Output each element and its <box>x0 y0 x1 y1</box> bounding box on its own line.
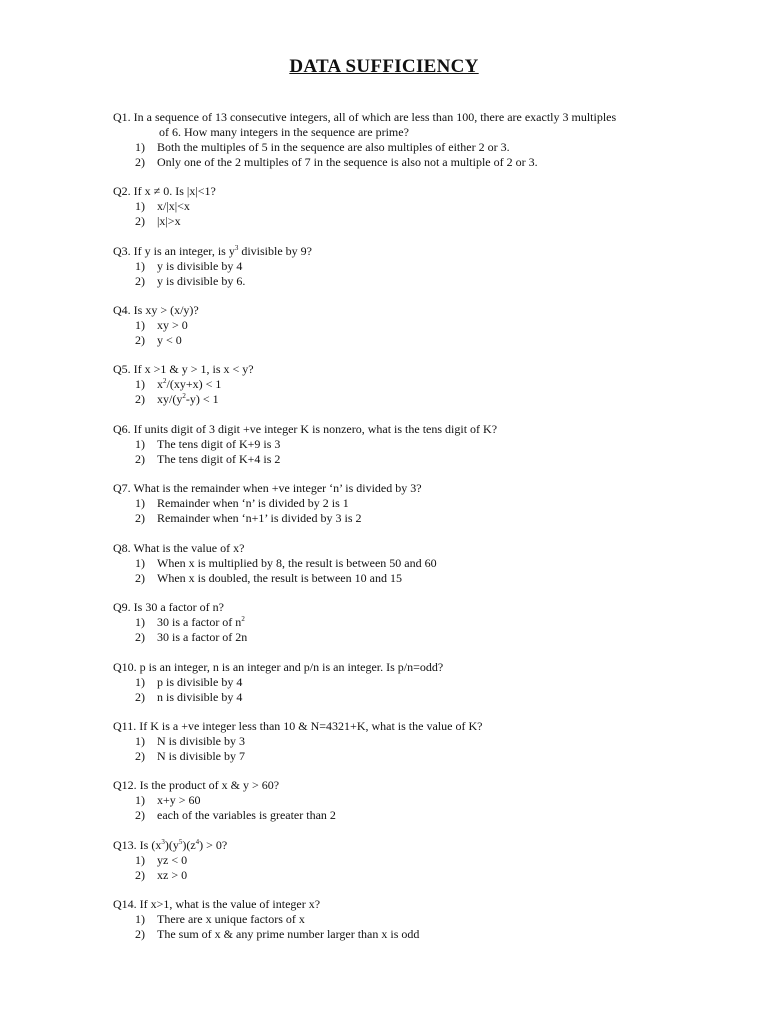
option-number: 1) <box>135 675 145 689</box>
statement-2 <box>113 274 673 289</box>
statement-text: 30 is a factor of $n^2$ <box>157 615 245 629</box>
statement-2 <box>113 392 673 407</box>
option-number: 1) <box>135 496 145 510</box>
option-number: 2) <box>135 392 145 406</box>
statement-text: When x is multiplied by 8, the result is between 50 and 60 <box>157 556 437 570</box>
option-number: 1) <box>135 318 145 332</box>
question-2 <box>113 184 673 229</box>
option-number: 2) <box>135 452 145 466</box>
statement-1 <box>113 615 673 630</box>
statement-text: $x^2/(xy+x) < 1$ <box>157 377 222 391</box>
option-number: 1) <box>135 437 145 451</box>
statement-2 <box>113 808 673 823</box>
question-stem: Q8. What is the value of x? <box>113 541 245 555</box>
statement-1 <box>113 853 673 868</box>
statement-1 <box>113 556 673 571</box>
statement-text: $xy/(y^2-y) < 1$ <box>157 392 219 406</box>
statement-1 <box>113 377 673 392</box>
question-1 <box>113 110 673 170</box>
question-stem: Q3. If y is an integer, is $y^3$ divisible by 9? <box>113 244 312 258</box>
statement-text: N is divisible by 7 <box>157 749 246 763</box>
statement-1 <box>113 734 673 749</box>
statement-text: each of the variables is greater than 2 <box>157 808 336 822</box>
option-number: 2) <box>135 868 145 882</box>
question-stem: Q7. What is the remainder when +ve integer ‘n’ is divided by 3? <box>113 481 422 495</box>
option-number: 2) <box>135 155 145 169</box>
statement-text: Remainder when ‘n+1’ is divided by 3 is 2 <box>157 511 362 525</box>
statement-text: There are x unique factors of x <box>157 912 305 926</box>
statement-1 <box>113 199 673 214</box>
option-number: 2) <box>135 630 145 644</box>
statement-2 <box>113 333 673 348</box>
question-8 <box>113 541 673 586</box>
statement-text: p is divisible by 4 <box>157 675 243 689</box>
question-4 <box>113 303 673 348</box>
statement-2 <box>113 511 673 526</box>
question-stem: Q1. In a sequence of 13 consecutive integers, all of which are less than 100, there are exactly 3 multiples <box>113 110 617 124</box>
statement-1 <box>113 912 673 927</box>
document-title: DATA SUFFICIENCY <box>289 56 479 77</box>
option-number: 2) <box>135 927 145 941</box>
question-10 <box>113 660 673 705</box>
question-13 <box>113 838 673 883</box>
statement-2 <box>113 749 673 764</box>
option-number: 2) <box>135 749 145 763</box>
option-number: 2) <box>135 571 145 585</box>
statement-2 <box>113 155 673 170</box>
statement-text: N is divisible by 3 <box>157 734 246 748</box>
statement-text: Remainder when ‘n’ is divided by 2 is 1 <box>157 496 349 510</box>
question-9 <box>113 600 673 645</box>
question-3 <box>113 244 673 289</box>
question-stem: Q6. If units digit of 3 digit +ve integer K is nonzero, what is the tens digit of K? <box>113 422 498 436</box>
question-stem: Q9. Is 30 a factor of n? <box>113 600 224 614</box>
statement-text: xy > 0 <box>157 318 188 332</box>
statement-1 <box>113 259 673 274</box>
option-number: 2) <box>135 808 145 822</box>
question-stem: Q12. Is the product of x & y > 60? <box>113 778 280 792</box>
question-stem: Q10. p is an integer, n is an integer and p/n is an integer. Is p/n=odd? <box>113 660 444 674</box>
statement-text: The tens digit of K+4 is 2 <box>157 452 281 466</box>
statement-text: x+y > 60 <box>157 793 201 807</box>
statement-text: y < 0 <box>157 333 182 347</box>
statement-text: Both the multiples of 5 in the sequence are also multiples of either 2 or 3. <box>157 140 510 154</box>
statement-text: When x is doubled, the result is between 10 and 15 <box>157 571 402 585</box>
statement-text: n is divisible by 4 <box>157 690 243 704</box>
question-stem: Q13. Is $(x^3)(y^5)(z^4) > 0$? <box>113 838 228 852</box>
question-12 <box>113 778 673 823</box>
statement-1 <box>113 496 673 511</box>
statement-text: x/|x|<x <box>157 199 190 213</box>
statement-text: Only one of the 2 multiples of 7 in the sequence is also not a multiple of 2 or 3. <box>157 155 538 169</box>
statement-text: |x|>x <box>157 214 181 228</box>
option-number: 2) <box>135 333 145 347</box>
option-number: 1) <box>135 615 145 629</box>
statement-2 <box>113 630 673 645</box>
statement-1 <box>113 318 673 333</box>
statement-2 <box>113 452 673 467</box>
statement-text: The sum of x & any prime number larger than x is odd <box>157 927 420 941</box>
statement-1 <box>113 793 673 808</box>
option-number: 2) <box>135 511 145 525</box>
statement-2 <box>113 868 673 883</box>
statement-1 <box>113 437 673 452</box>
option-number: 2) <box>135 214 145 228</box>
statement-text: The tens digit of K+9 is 3 <box>157 437 281 451</box>
statement-2 <box>113 690 673 705</box>
option-number: 1) <box>135 793 145 807</box>
option-number: 1) <box>135 556 145 570</box>
question-stem-continued: of 6. How many integers in the sequence are prime? <box>159 125 409 139</box>
statement-text: 30 is a factor of 2n <box>157 630 248 644</box>
option-number: 1) <box>135 912 145 926</box>
option-number: 2) <box>135 690 145 704</box>
statement-text: yz < 0 <box>157 853 188 867</box>
option-number: 1) <box>135 853 145 867</box>
statement-text: y is divisible by 6. <box>157 274 246 288</box>
option-number: 2) <box>135 274 145 288</box>
option-number: 1) <box>135 734 145 748</box>
option-number: 1) <box>135 377 145 391</box>
option-number: 1) <box>135 140 145 154</box>
option-number: 1) <box>135 199 145 213</box>
question-stem: Q5. If x >1 & y > 1, is x < y? <box>113 362 254 376</box>
statement-2 <box>113 214 673 229</box>
statement-2 <box>113 927 673 942</box>
statement-text: xz > 0 <box>157 868 188 882</box>
question-stem: Q14. If x>1, what is the value of integer x? <box>113 897 321 911</box>
question-14 <box>113 897 673 942</box>
question-6 <box>113 422 673 467</box>
question-5 <box>113 362 673 407</box>
statement-1 <box>113 140 673 155</box>
question-11 <box>113 719 673 764</box>
option-number: 1) <box>135 259 145 273</box>
question-stem: Q2. If x ≠ 0. Is |x|<1? <box>113 184 216 198</box>
question-stem: Q4. Is xy > (x/y)? <box>113 303 199 317</box>
statement-2 <box>113 571 673 586</box>
question-stem: Q11. If K is a +ve integer less than 10 & N=4321+K, what is the value of K? <box>113 719 483 733</box>
statement-1 <box>113 675 673 690</box>
statement-text: y is divisible by 4 <box>157 259 243 273</box>
question-7 <box>113 481 673 526</box>
